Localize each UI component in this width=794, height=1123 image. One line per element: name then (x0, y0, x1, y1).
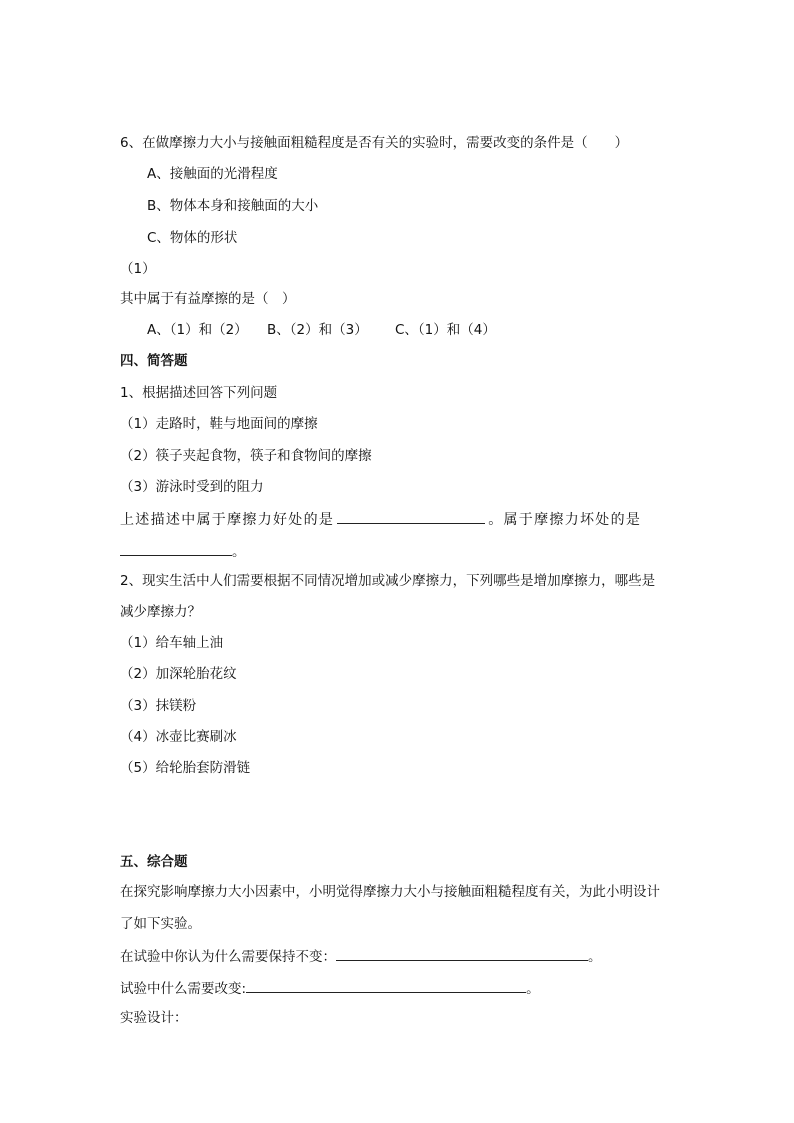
s5-change-line (120, 978, 540, 998)
harm-answer-end: 。 (232, 544, 246, 560)
beneficial-friction-question: 其中属于有益摩擦的是（ ） (120, 291, 296, 307)
benefit-label: 上述描述中属于摩擦力好处的是 (120, 512, 335, 528)
harm-answer-blank[interactable] (120, 541, 232, 556)
s4-q2-stem-line-2: 减少摩擦力？ (120, 604, 201, 620)
s4-q1-answer-line (120, 509, 641, 529)
s4-q1-answer-line-2 (120, 541, 246, 561)
q6-option-c: C、物体的形状 (147, 230, 238, 246)
benefit-answer-blank[interactable] (337, 509, 485, 524)
q6-stem: 6、在做摩擦力大小与接触面粗糙程度是否有关的实验时，需要改变的条件是（ ） (120, 135, 629, 151)
change-answer-blank[interactable] (246, 978, 526, 993)
s4-q1-stem: 1、根据描述回答下列问题 (120, 385, 278, 401)
s5-intro-line-1: 在探究影响摩擦力大小因素中，小明觉得摩擦力大小与接触面粗糙程度有关，为此小明设计 (120, 884, 660, 900)
s4-q1-item-2: （2）筷子夹起食物，筷子和食物间的摩擦 (120, 448, 372, 464)
s4-q1-item-1: （1）走路时，鞋与地面间的摩擦 (120, 416, 318, 432)
beneficial-option-b: B、（2）和（3） (267, 322, 368, 338)
keep-label: 在试验中你认为什么需要保持不变： (120, 949, 336, 965)
s5-intro-line-2: 了如下实验。 (120, 916, 201, 932)
s4-q2-item-3: （3）抹镁粉 (120, 698, 197, 714)
keep-answer-blank[interactable] (336, 946, 588, 961)
q6-option-b: B、物体本身和接触面的大小 (147, 198, 319, 214)
q6-option-a: A、接触面的光滑程度 (147, 166, 278, 182)
s4-q2-item-5: （5）给轮胎套防滑链 (120, 760, 251, 776)
s4-q2-item-4: （4）冰壶比赛刷冰 (120, 729, 237, 745)
section-5-title: 五、综合题 (120, 854, 188, 870)
s4-q1-item-3: （3）游泳时受到的阻力 (120, 479, 264, 495)
beneficial-option-a: A、（1）和（2） (147, 322, 248, 338)
stray-item-1: （1） (120, 261, 156, 277)
keep-end: 。 (588, 949, 602, 965)
s4-q2-stem-line-1: 2、现实生活中人们需要根据不同情况增加或减少摩擦力，下列哪些是增加摩擦力，哪些是 (120, 573, 656, 589)
harm-label: 。属于摩擦力坏处的是 (488, 512, 642, 528)
s5-keep-line (120, 946, 602, 966)
s5-design-label: 实验设计： (120, 1010, 188, 1026)
beneficial-friction-options (147, 321, 496, 339)
change-end: 。 (526, 981, 540, 997)
change-label: 试验中什么需要改变: (120, 981, 247, 997)
s4-q2-item-1: （1）给车轴上油 (120, 635, 224, 651)
s4-q2-item-2: （2）加深轮胎花纹 (120, 666, 237, 682)
section-4-title: 四、简答题 (120, 353, 188, 369)
beneficial-option-c: C、（1）和（4） (395, 322, 496, 338)
